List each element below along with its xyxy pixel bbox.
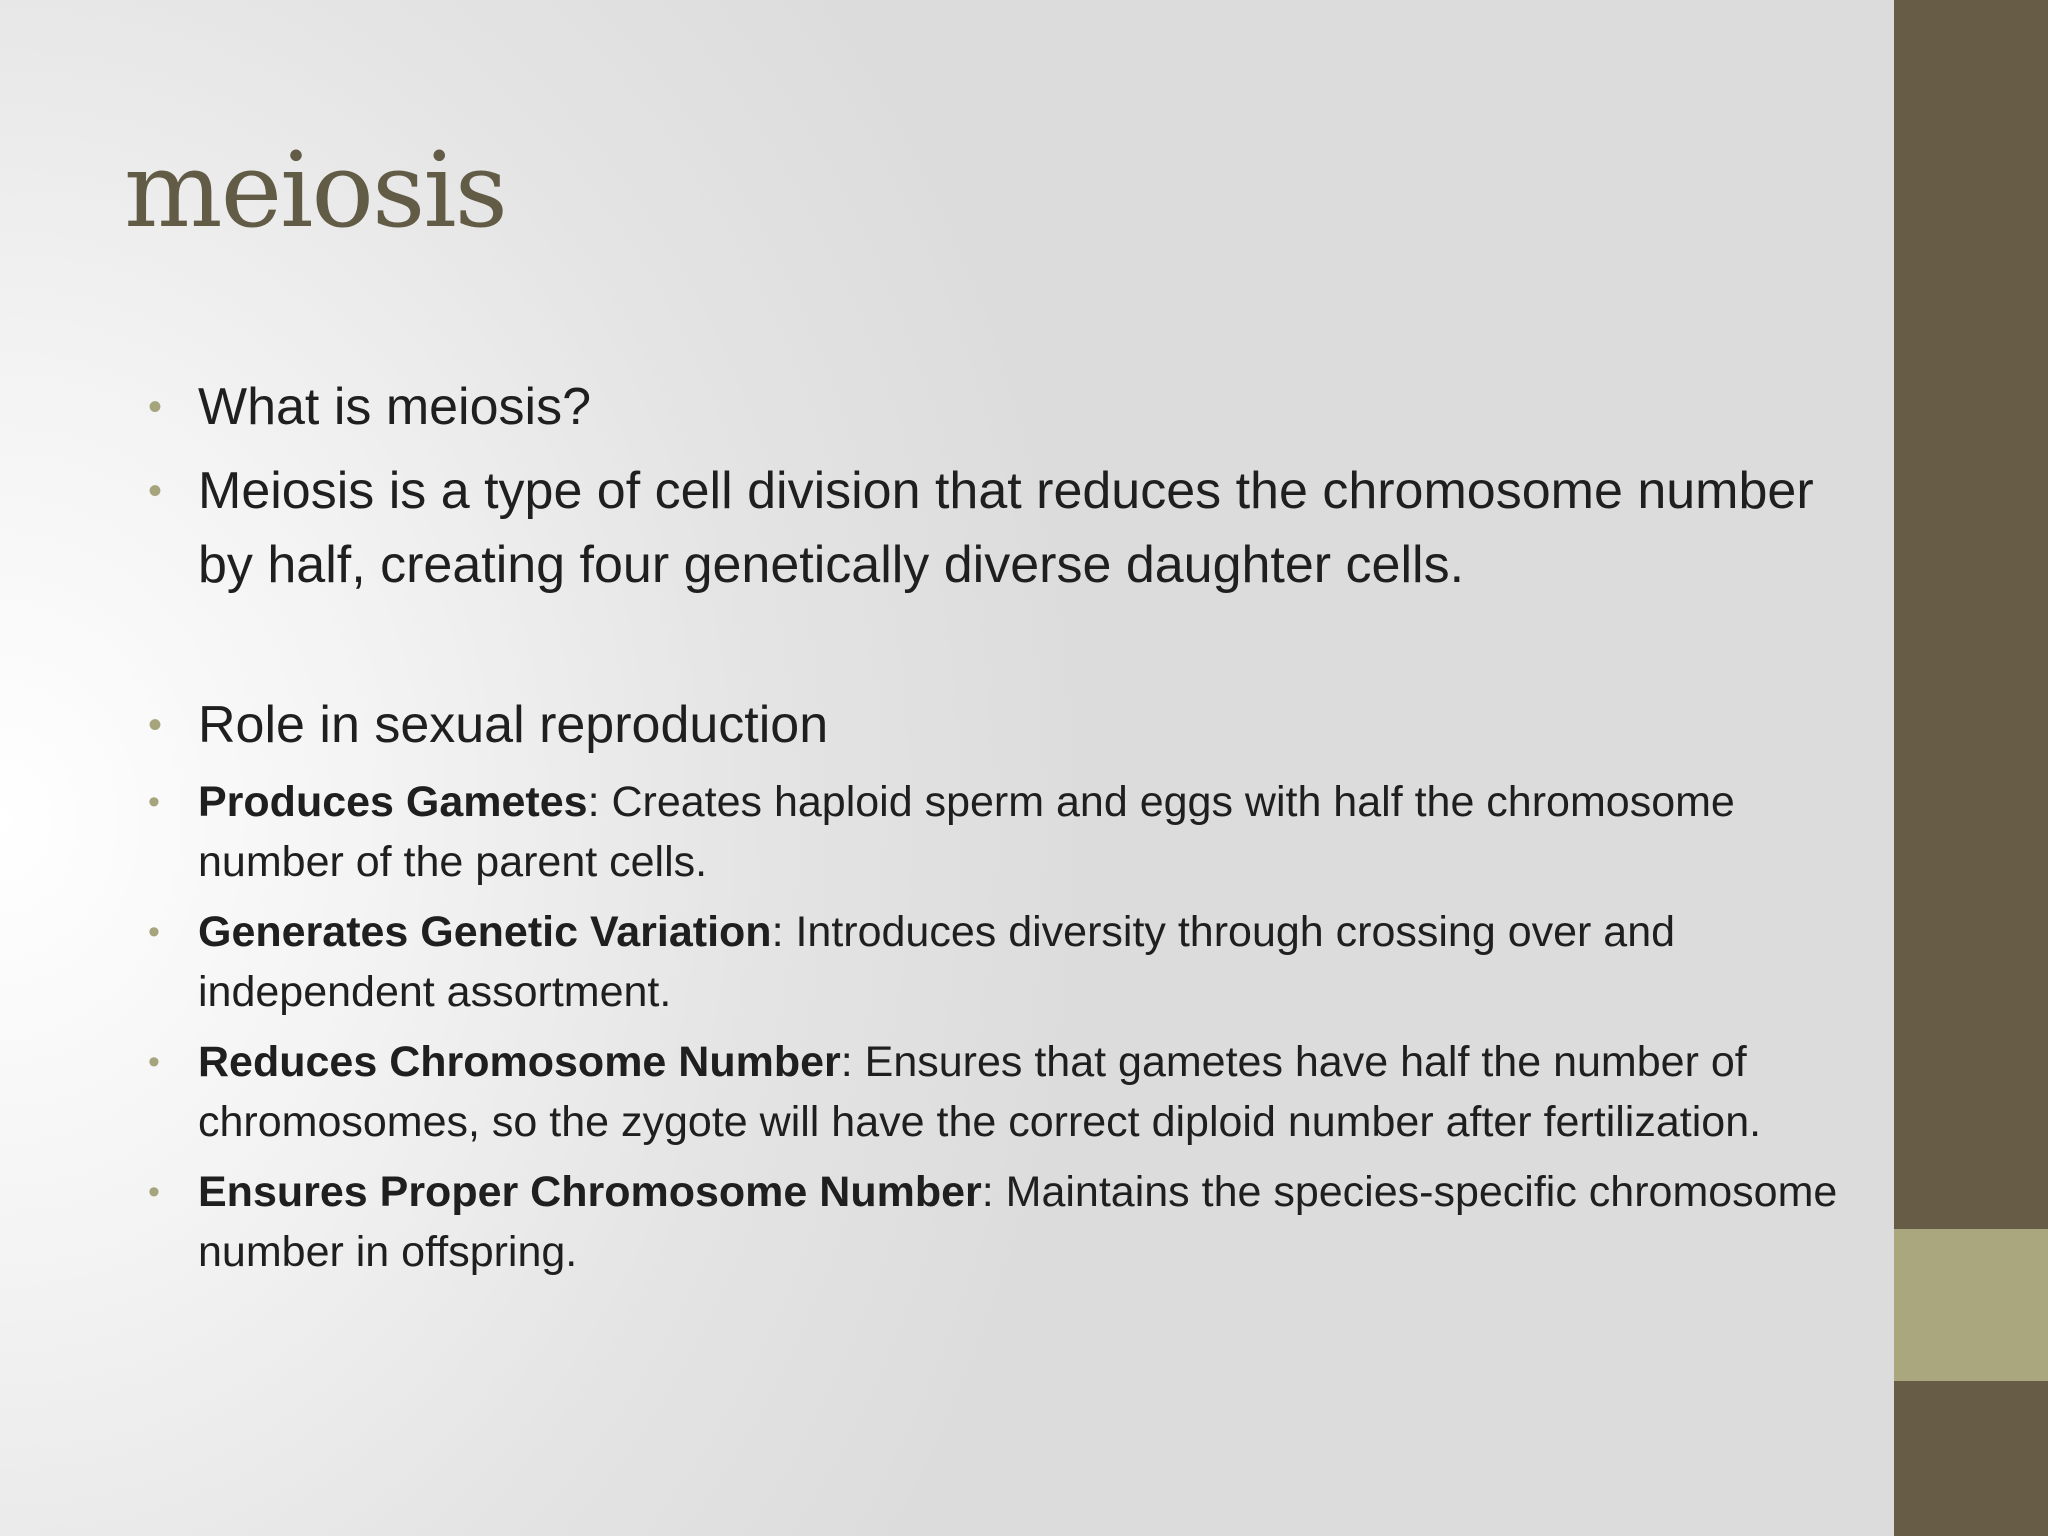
bullet-list [148,370,1848,1292]
role-separator: : [840,1038,853,1086]
role-term: Ensures Proper Chromosome Number [198,1168,982,1216]
bullet-item [148,454,1848,602]
bullet-item [148,688,1848,762]
role-description: Maintains the species-specific chromosome number in offspring. [198,1168,1838,1276]
bullet-item [148,370,1848,444]
role-term: Produces Gametes [198,778,588,826]
bullet-icon: • [148,1043,160,1081]
bullet-icon: • [148,703,163,747]
role-item [148,1162,1848,1282]
role-description: Ensures that gametes have half the number of chromosomes, so the zygote will have the correct diploid number after fertilization. [198,1038,1762,1146]
role-term: Reduces Chromosome Number [198,1038,841,1086]
bullet-icon: • [148,469,163,513]
role-item [148,902,1848,1022]
bullet-icon: • [148,1173,160,1211]
bullet-icon: • [148,385,163,429]
role-separator: : [981,1168,994,1216]
role-description: Creates haploid sperm and eggs with half the chromosome number of the parent cells. [198,778,1735,886]
slide-title: meiosis [124,129,507,251]
role-separator: : [771,908,784,956]
role-separator: : [587,778,600,826]
bullet-spacer [148,612,1848,688]
role-description: Introduces diversity through crossing over and independent assortment. [198,908,1676,1016]
section-heading: Role in sexual reproduction [198,696,829,754]
role-item [148,772,1848,892]
bullet-icon: • [148,783,160,821]
side-bar-accent [1894,1229,2048,1381]
role-term: Generates Genetic Variation [198,908,772,956]
bullet-text: What is meiosis? [198,378,591,436]
bullet-text: Meiosis is a type of cell division that reduces the chromosome number by half, creating four genetically diverse daughter cells. [198,462,1814,594]
role-item [148,1032,1848,1152]
bullet-icon: • [148,913,160,951]
